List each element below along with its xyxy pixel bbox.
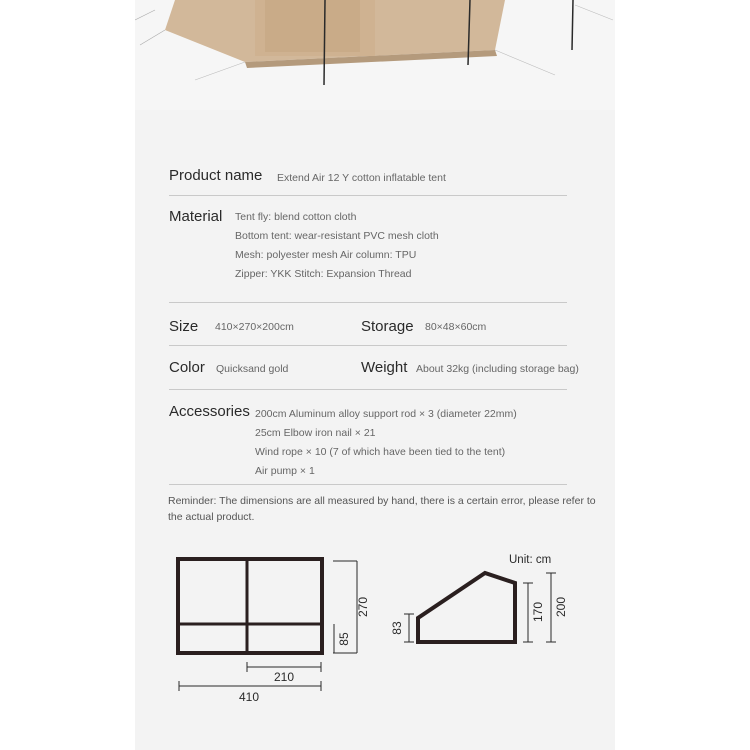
divider <box>169 345 567 346</box>
dim-200: 200 <box>554 596 568 618</box>
product-name-label: Product name <box>169 167 263 184</box>
dim-83: 83 <box>390 621 404 635</box>
dim-210: 210 <box>273 670 295 684</box>
weight-label: Weight <box>361 359 408 376</box>
storage-label: Storage <box>361 318 414 335</box>
weight-value: About 32kg (including storage bag) <box>416 363 579 375</box>
reminder-note: Reminder: The dimensions are all measured by hand, there is a certain error, please refer to the actual product. <box>168 495 596 523</box>
size-value: 410×270×200cm <box>215 321 294 333</box>
color-value: Quicksand gold <box>216 363 289 375</box>
floor-plan <box>178 559 322 653</box>
product-name-value: Extend Air 12 Y cotton inflatable tent <box>277 172 446 184</box>
material-line: Mesh: polyester mesh Air column: TPU <box>235 249 417 261</box>
size-label: Size <box>169 318 199 335</box>
dim-270: 270 <box>356 596 370 618</box>
dimension-diagram <box>135 540 615 720</box>
divider <box>169 484 567 485</box>
accessory-item: Wind rope × 10 (7 of which have been tied to the tent) <box>255 446 506 458</box>
material-line: Tent fly: blend cotton cloth <box>235 211 357 223</box>
divider <box>169 195 567 196</box>
material-line: Bottom tent: wear-resistant PVC mesh cloth <box>235 230 439 242</box>
spec-sheet <box>135 0 615 750</box>
accessory-item: 200cm Aluminum alloy support rod × 3 (diameter 22mm) <box>255 408 517 420</box>
accessory-item: Air pump × 1 <box>255 465 315 477</box>
color-label: Color <box>169 359 205 376</box>
side-profile <box>418 573 515 642</box>
accessory-item: 25cm Elbow iron nail × 21 <box>255 427 376 439</box>
dim-410: 410 <box>238 690 260 704</box>
storage-value: 80×48×60cm <box>425 321 487 333</box>
divider <box>169 389 567 390</box>
accessories-label: Accessories <box>169 403 250 420</box>
material-line: Zipper: YKK Stitch: Expansion Thread <box>235 268 412 280</box>
dim-170: 170 <box>531 601 545 623</box>
divider <box>169 302 567 303</box>
dim-85: 85 <box>337 632 351 646</box>
unit-label: Unit: cm <box>509 554 552 566</box>
tent-photo <box>135 0 615 110</box>
material-label: Material <box>169 208 223 225</box>
